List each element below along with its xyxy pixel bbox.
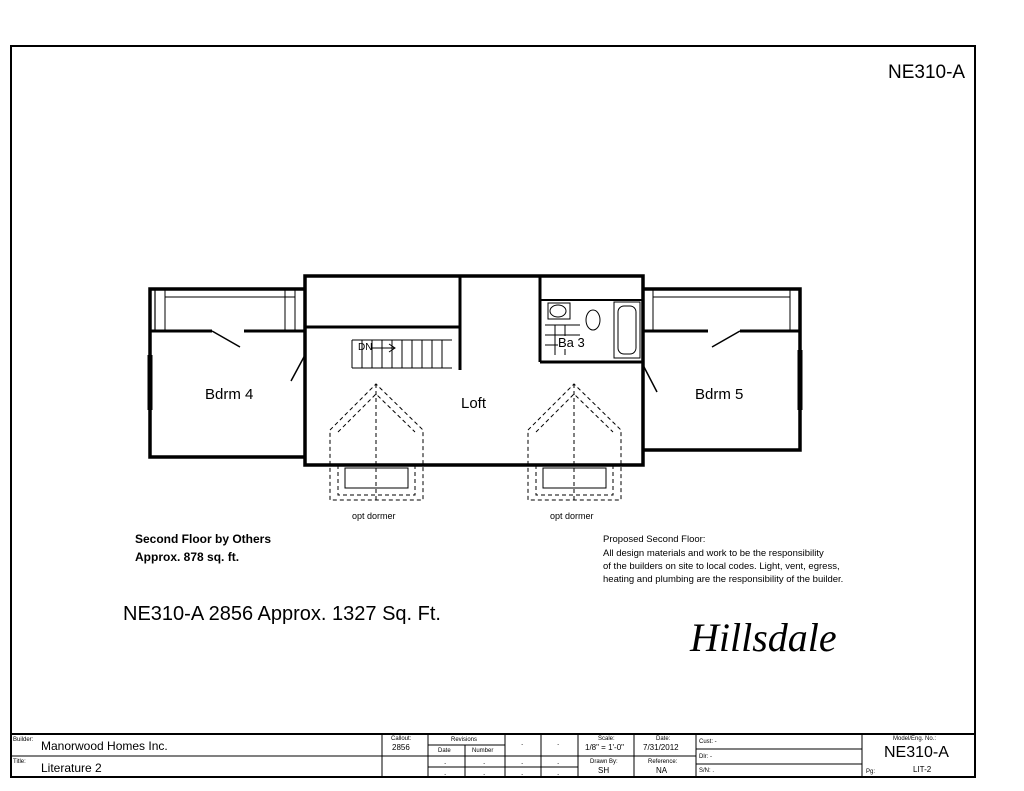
rev-cell-dot: . bbox=[444, 768, 447, 777]
loft-label: Loft bbox=[461, 395, 487, 412]
rev-cell-dot: . bbox=[444, 757, 447, 766]
date-label: Date: bbox=[656, 736, 671, 742]
title-value: Literature 2 bbox=[41, 761, 102, 775]
model-eng-label: Model/Eng. No.: bbox=[893, 736, 937, 742]
revisions-label: Revisions bbox=[451, 737, 478, 743]
proposed-floor-line-2: of the builders on site to local codes. Light, vent, egress, bbox=[603, 561, 840, 572]
scale-value: 1/8" = 1'-0" bbox=[585, 743, 625, 752]
builder-value: Manorwood Homes Inc. bbox=[41, 739, 168, 753]
proposed-floor-line-3: heating and plumbing are the responsibility of the builder. bbox=[603, 574, 844, 585]
dormer-right-label: opt dormer bbox=[550, 511, 594, 521]
bedroom-4-label: Bdrm 4 bbox=[205, 386, 254, 403]
rev-cell-dot: . bbox=[483, 757, 486, 766]
scale-label: Scale: bbox=[598, 736, 615, 742]
rev-cell-dot: . bbox=[557, 768, 560, 777]
second-floor-note-title: Second Floor by Others bbox=[135, 532, 272, 546]
callout-label: Callout: bbox=[391, 736, 412, 742]
rev-cell-dot: . bbox=[521, 738, 524, 747]
stair-down-label: DN bbox=[358, 342, 373, 353]
page-label: Pg: bbox=[866, 769, 876, 775]
model-code-header: NE310-A bbox=[888, 62, 966, 83]
drawn-by-value: SH bbox=[598, 766, 610, 775]
bath-3-label: Ba 3 bbox=[558, 335, 585, 350]
dormer-left-label: opt dormer bbox=[352, 511, 396, 521]
title-label: Title: bbox=[13, 759, 26, 765]
rev-cell-dot: . bbox=[483, 768, 486, 777]
proposed-floor-title: Proposed Second Floor: bbox=[603, 534, 706, 545]
dealer-field: Dlr: - bbox=[699, 754, 712, 760]
model-eng-value: NE310-A bbox=[884, 744, 949, 761]
serial-number-field: S/N: . bbox=[699, 768, 715, 774]
page-value: LIT-2 bbox=[913, 765, 932, 774]
builder-label: Builder: bbox=[13, 737, 34, 743]
customer-field: Cust: - bbox=[699, 739, 717, 745]
rev-cell-dot: . bbox=[521, 757, 524, 766]
rev-cell-dot: . bbox=[557, 757, 560, 766]
plan-headline: NE310-A 2856 Approx. 1327 Sq. Ft. bbox=[123, 603, 441, 625]
drawn-by-label: Drawn By: bbox=[590, 759, 618, 765]
second-floor-area-note: Approx. 878 sq. ft. bbox=[135, 550, 240, 564]
rev-cell-dot: . bbox=[557, 738, 560, 747]
proposed-floor-line-1: All design materials and work to be the responsibility bbox=[603, 548, 824, 559]
bedroom-5-label: Bdrm 5 bbox=[695, 386, 744, 403]
revision-date-col: Date bbox=[438, 748, 451, 754]
reference-label: Reference: bbox=[648, 759, 678, 765]
rev-cell-dot: . bbox=[521, 768, 524, 777]
revision-number-col: Number bbox=[472, 748, 494, 754]
reference-value: NA bbox=[656, 766, 668, 775]
callout-value: 2856 bbox=[392, 743, 410, 752]
plan-name-script: Hillsdale bbox=[690, 615, 837, 660]
date-value: 7/31/2012 bbox=[643, 743, 679, 752]
